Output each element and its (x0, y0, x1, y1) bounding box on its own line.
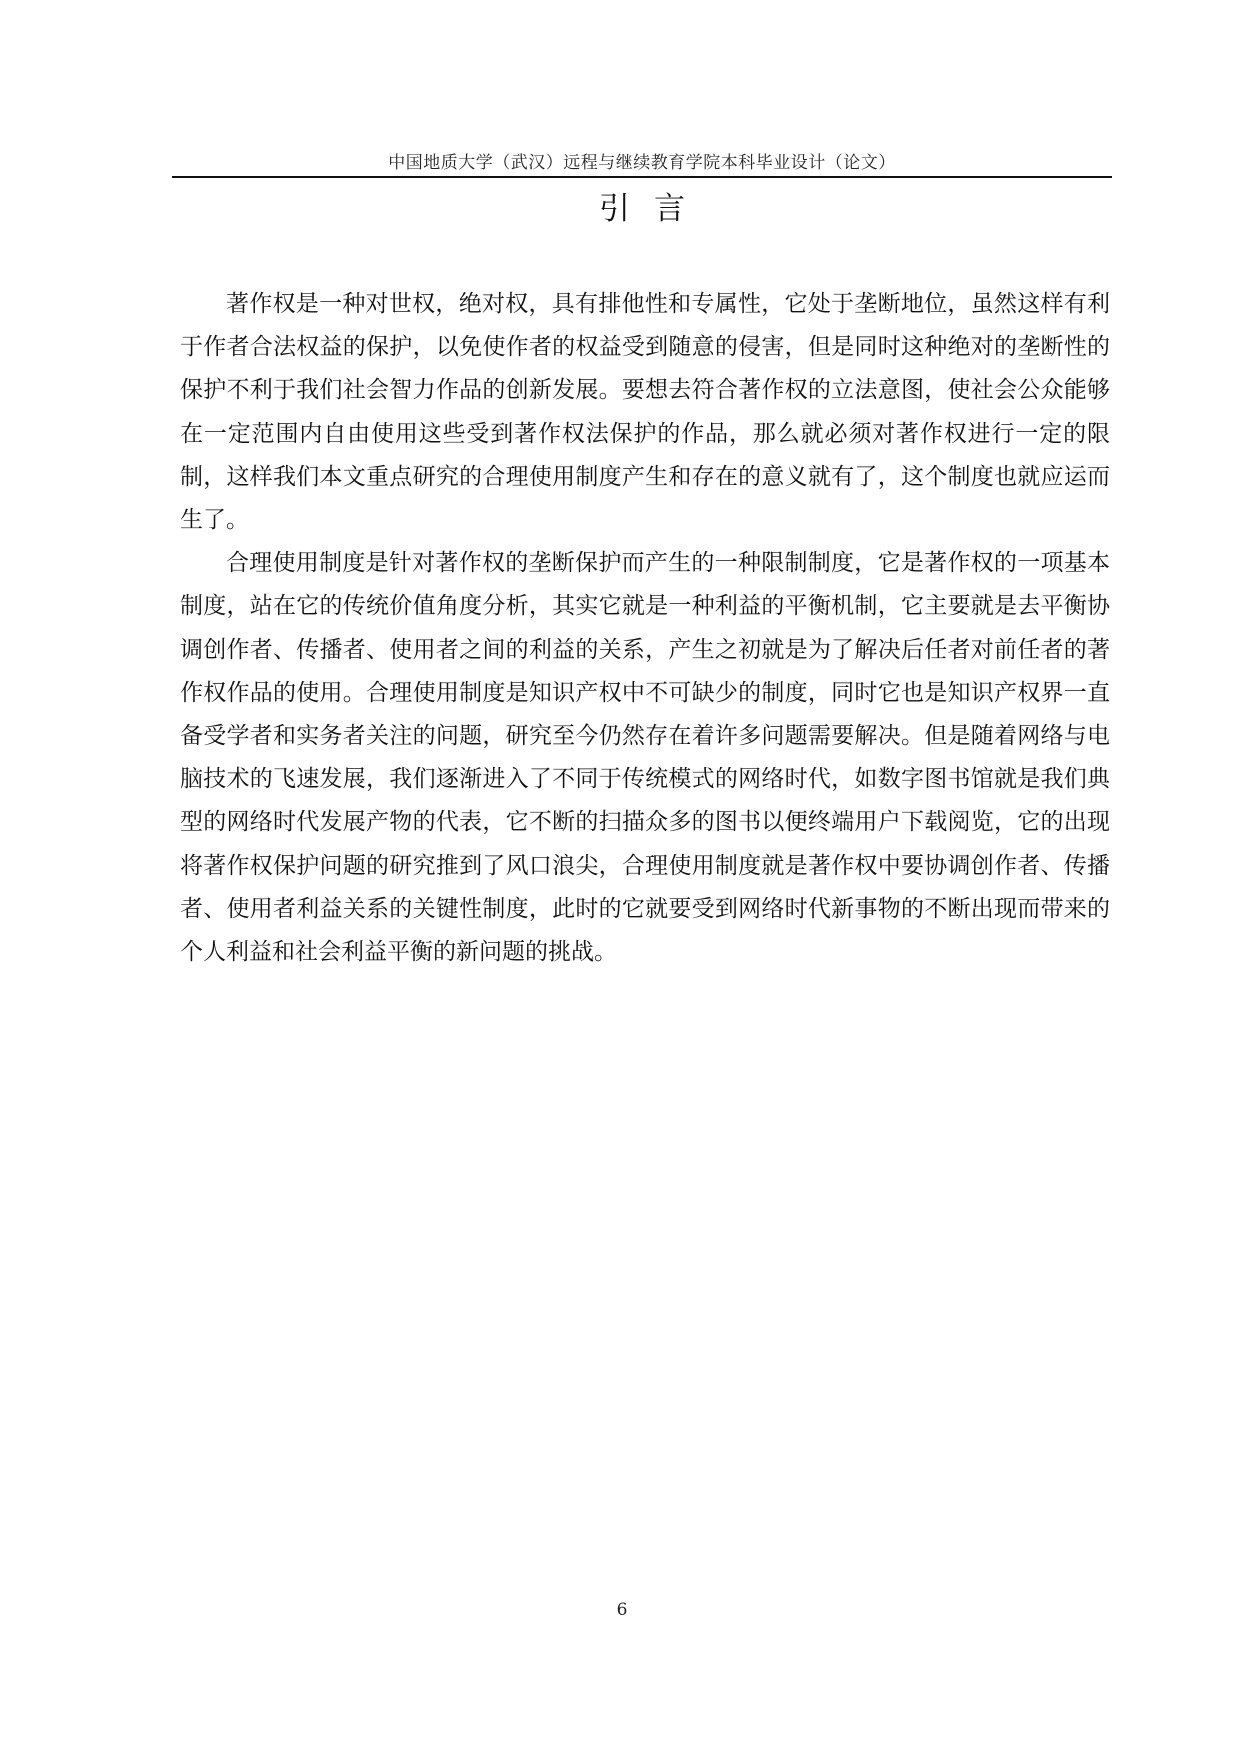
paragraph-1: 著作权是一种对世权，绝对权，具有排他性和专属性，它处于垄断地位，虽然这样有利于作者合法权益的保护，以免使作者的权益受到随意的侵害，但是同时这种绝对的垄断性的保护不利于我们社会智力作品的创新发展。要想去符合著作权的立法意图，使社会公众能够在一定范围内自由使用这些受到著作权法保护的作品，那么就必须对著作权进行一定的限制，这样我们本文重点研究的合理使用制度产生和存在的意义就有了，这个制度也就应运而生了。 (180, 291, 1110, 534)
paragraph-2: 合理使用制度是针对著作权的垄断保护而产生的一种限制制度，它是著作权的一项基本制度，站在它的传统价值角度分析，其实它就是一种利益的平衡机制，它主要就是去平衡协调创作者、传播者、使用者之间的利益的关系，产生之初就是为了解决后任者对前任者的著作权作品的使用。合理使用制度是知识产权中不可缺少的制度，同时它也是知识产权界一直备受学者和实务者关注的问题，研究至今仍然存在着许多问题需要解决。但是随着网络与电脑技术的飞速发展，我们逐渐进入了不同于传统模式的网络时代，如数字图书馆就是我们典型的网络时代发展产物的代表，它不断的扫描众多的图书以便终端用户下载阅览，它的出现将著作权保护问题的研究推到了风口浪尖，合理使用制度就是著作权中要协调创作者、传播者、使用者利益关系的关键性制度，此时的它就要受到网络时代新事物的不断出现而带来的个人利益和社会利益平衡的新问题的挑战。 (180, 550, 1110, 966)
running-header: 中国地质大学（武汉）远程与继续教育学院本科毕业设计（论文） (388, 153, 896, 173)
header-rule (172, 176, 1112, 178)
page-number: 6 (616, 1600, 628, 1620)
body-text (180, 283, 1110, 974)
section-title: 引言 (599, 191, 709, 227)
